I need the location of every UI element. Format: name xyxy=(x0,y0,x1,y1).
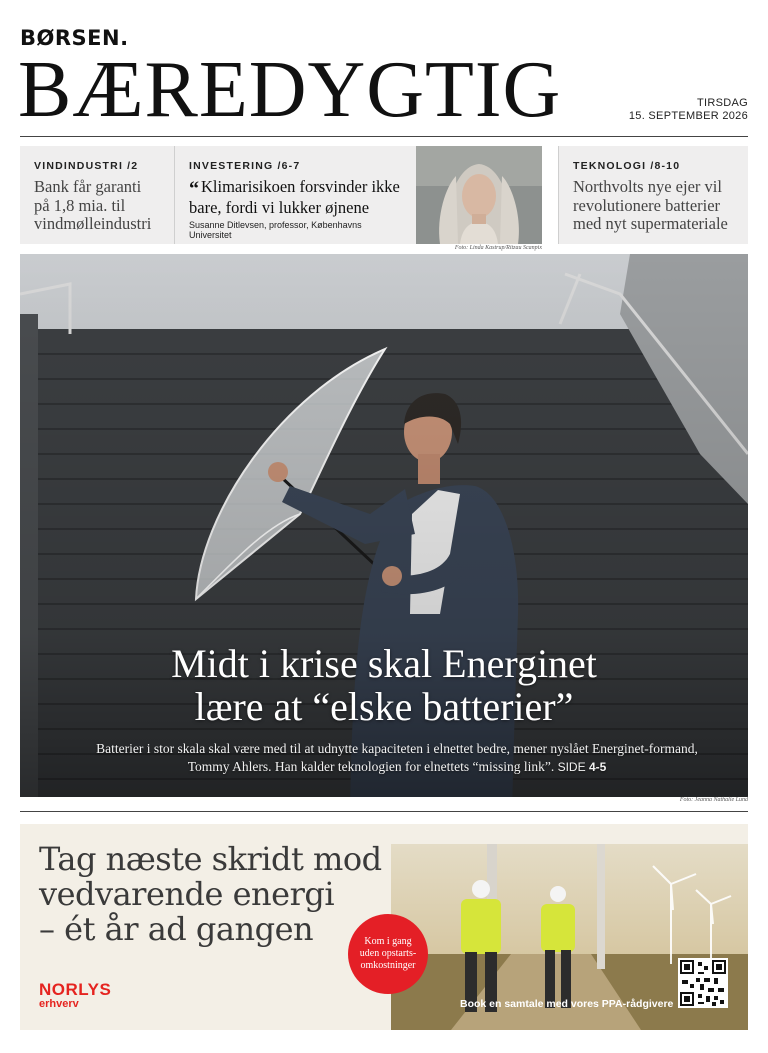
ad-headline-line: Tag næste skridt mod xyxy=(39,840,382,878)
badge-line: Kom i gang xyxy=(364,936,412,947)
teaser-kicker: INVESTERING /6-7 xyxy=(189,160,301,172)
ad-headline-line: – ét år ad gangen xyxy=(39,910,314,948)
hero-deck-text: Batterier i stor skala skal være med til at udnytte kapaciteten i elnettet bedre, mener nyslået Energinet-formand, Tommy Ahlers. Han kalder teknologien for elnettets “missing link”. xyxy=(96,741,698,774)
date: 15. SEPTEMBER 2026 xyxy=(628,110,748,122)
teaser-vindindustri[interactable] xyxy=(20,146,174,244)
ad-cta[interactable]: Book en samtale med vores PPA-rådgivere xyxy=(460,998,674,1010)
teaser-kicker: TEKNOLOGI /8-10 xyxy=(573,160,681,172)
section-title: BÆREDYGTIG xyxy=(18,46,562,134)
logo-wordmark: NORLYS xyxy=(39,980,112,999)
page-reference[interactable] xyxy=(558,760,607,774)
page-reference-number: 4-5 xyxy=(588,760,607,774)
logo-subline: erhverv xyxy=(39,998,79,1010)
offer-badge xyxy=(348,914,428,994)
teaser-attribution: Susanne Ditlevsen, professor, Københavns Universitet xyxy=(189,220,362,240)
teaser-quote-text: Klimarisikoen forsvinder ikke bare, fordi vi lukker øjnene xyxy=(189,177,400,217)
teaser-kicker: VINDINDUSTRI /2 xyxy=(34,160,139,172)
teaser-teknologi[interactable] xyxy=(558,146,748,244)
top-divider xyxy=(20,136,748,137)
weekday: TIRSDAG xyxy=(697,97,748,109)
badge-line: omkostninger xyxy=(360,960,416,971)
hero-story[interactable] xyxy=(20,254,748,797)
badge-line: uden opstarts- xyxy=(359,948,417,959)
ad-headline xyxy=(39,842,382,947)
page-reference-prefix: SIDE xyxy=(557,760,586,774)
publication-logo[interactable]: BØRSEN. xyxy=(20,26,129,50)
teaser-investering[interactable] xyxy=(174,146,416,244)
teaser-quote xyxy=(189,178,402,217)
ad-divider xyxy=(20,811,748,812)
norlys-logo[interactable] xyxy=(39,981,111,1011)
hero-headline-line: lære at “elske batterier” xyxy=(194,684,574,729)
advertisement[interactable] xyxy=(20,824,748,1030)
teaser-headline: Bank får garanti på 1,8 mia. til vindmølleindustri xyxy=(34,177,152,233)
dateline xyxy=(629,97,748,123)
hero-deck xyxy=(92,740,702,776)
portrait-photo xyxy=(416,146,542,244)
hero-photo-credit: Foto: Jeanna Nathalie Lund xyxy=(679,797,748,803)
teaser-headline: Northvolts nye ejer vil revolutionere batterier med nyt supermateriale xyxy=(573,177,728,233)
hero-headline xyxy=(20,642,748,728)
ad-headline-line: vedvarende energi xyxy=(39,875,335,913)
quote-mark-icon: “ xyxy=(189,178,199,200)
qr-code-icon[interactable] xyxy=(678,958,728,1008)
hero-headline-line: Midt i krise skal Energinet xyxy=(171,641,597,686)
portrait-credit: Foto: Linda Kastrup/Ritzau Scanpix xyxy=(454,245,542,251)
